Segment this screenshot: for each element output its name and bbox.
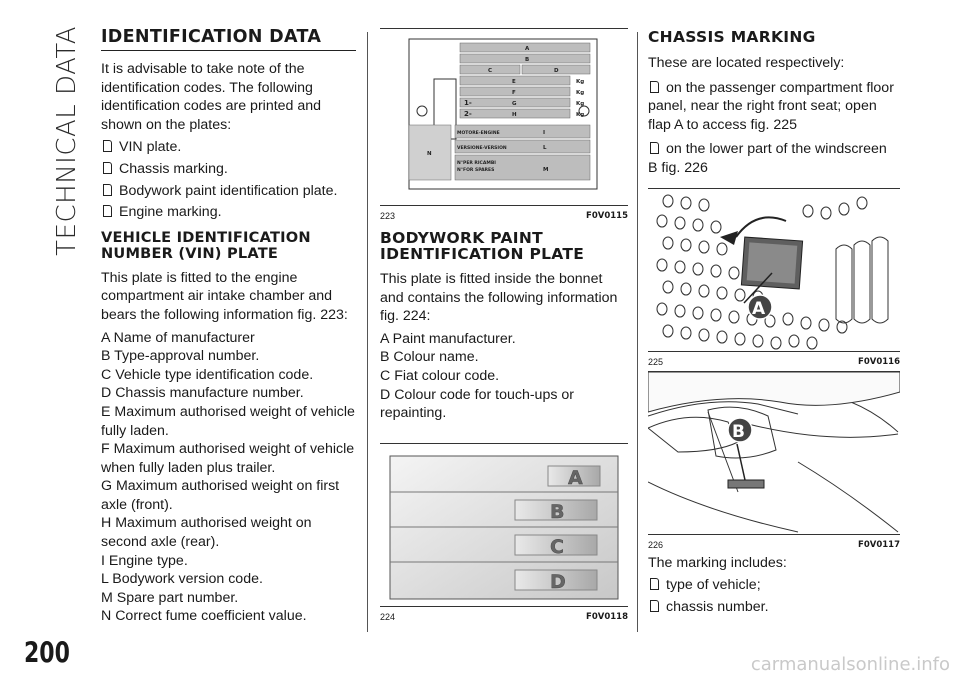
unit-label: Kg (576, 79, 585, 85)
figure-code: F0V0116 (858, 356, 900, 367)
section-heading: IDENTIFICATION DATA (101, 28, 356, 51)
figure-code: F0V0115 (586, 211, 628, 221)
figure-code: F0V0117 (858, 539, 900, 550)
vin-item: N Correct fume coefficient value. (101, 608, 307, 625)
plate-letter-b: B (525, 57, 530, 63)
figure-caption (380, 608, 628, 620)
figure-224 (380, 443, 628, 622)
vin-item: E Maximum authorised weight of vehicle fully laden. (101, 403, 355, 439)
bullet-icon (103, 205, 112, 217)
bullet-icon (103, 184, 112, 196)
column-divider (367, 32, 368, 632)
watermark: carmanualsonline.info (750, 654, 950, 675)
figure-number: 224 (380, 611, 396, 622)
plate-letter-e: E (512, 79, 516, 85)
callout-a: A (752, 298, 766, 319)
bullet-icon (650, 600, 659, 612)
chassis-intro: These are located respectively: (648, 55, 845, 71)
row-label: N°PER RICAMBI (457, 161, 496, 166)
column-1 (101, 28, 356, 626)
paint-item: A Paint manufacturer. (380, 330, 516, 347)
vin-intro: This plate is fitted to the engine compartment air intake chamber and bears the following information fig. 223: (101, 269, 348, 323)
vin-item: L Bodywork version code. (101, 571, 263, 588)
row-label: N°FOR SPARES (457, 168, 495, 173)
figure-225 (648, 188, 900, 367)
figure-number: 225 (648, 356, 664, 367)
list-item: Chassis marking. (101, 160, 356, 179)
vin-item: M Spare part number. (101, 589, 239, 606)
plate-letter-a: A (525, 46, 530, 52)
plate-letter-i: I (543, 130, 546, 136)
subsection-heading: VEHICLE IDENTIFICATION NUMBER (VIN) PLATE (101, 228, 311, 262)
plate-letter-c: C (488, 68, 493, 74)
plate-letter-n: N (427, 151, 432, 157)
figure-code: F0V0118 (586, 611, 628, 622)
windscreen-illustration (648, 372, 900, 534)
list-item: Bodywork paint identification plate. (101, 182, 356, 201)
location-item: on the passenger compartment floor panel, near the right front seat; open flap A to access fig. 225 (648, 79, 894, 133)
floor-panel-illustration (648, 189, 900, 351)
marking-intro: The marking includes: (648, 554, 787, 571)
row-label: VERSIONE-VERSION (457, 146, 507, 151)
figure-caption (648, 353, 900, 365)
column-2 (380, 28, 628, 622)
plate-letter-l: L (543, 145, 547, 151)
callout-b: B (732, 421, 745, 442)
paint-plate-illustration (380, 444, 628, 606)
row-label: MOTORE-ENGINE (457, 131, 500, 136)
plate-letter-m: M (543, 167, 549, 173)
bullet-icon (103, 140, 112, 152)
vin-plate-illustration (380, 29, 628, 205)
axle-label: 2- (464, 110, 472, 118)
paint-item: B Colour name. (380, 349, 479, 366)
list-item: chassis number. (648, 598, 900, 617)
figure-number: 223 (380, 211, 396, 221)
figure-rule (380, 606, 628, 607)
paint-intro: This plate is fitted inside the bonnet and contains the following information fig. 224: (380, 271, 618, 325)
vin-item: B Type-approval number. (101, 348, 260, 365)
plate-letter-f: F (512, 90, 516, 96)
page-number: 200 (24, 638, 70, 671)
bullet-icon (650, 578, 659, 590)
bullet-icon (650, 81, 659, 93)
list-item: VIN plate. (101, 138, 356, 157)
figure-caption (648, 536, 900, 548)
list-item: Engine marking. (101, 203, 356, 222)
plate-letter-g: G (512, 101, 517, 107)
figure-number: 226 (648, 539, 664, 550)
unit-label: Kg (576, 90, 585, 96)
vin-item: I Engine type. (101, 552, 188, 569)
figure-rule (380, 205, 628, 206)
section-heading: BODYWORK PAINT IDENTIFICATION PLATE (380, 229, 585, 263)
bullet-icon (103, 162, 112, 174)
list-item: type of vehicle; (648, 576, 900, 595)
unit-label: Kg (576, 112, 585, 118)
vin-item: F Maximum authorised weight of vehicle when fully laden plus trailer. (101, 441, 355, 476)
column-3 (648, 28, 900, 619)
plate-letter-d: D (554, 68, 559, 74)
figure-223 (380, 28, 628, 221)
column-divider (637, 32, 638, 632)
figure-226 (648, 371, 900, 550)
paint-label-c: C (550, 535, 564, 558)
figure-caption (380, 207, 628, 219)
intro-paragraph: It is advisable to take note of the identification codes. The following identification codes are printed and shown on the plates: (101, 61, 322, 133)
section-heading: CHASSIS MARKING (648, 28, 816, 46)
plate-letter-h: H (512, 112, 517, 118)
paint-label-d: D (550, 570, 566, 593)
unit-label: Kg (576, 101, 585, 107)
figure-rule (648, 534, 900, 535)
figure-rule (648, 351, 900, 352)
paint-label-a: A (568, 466, 583, 489)
paint-item: D Colour code for touch-ups or repainting. (380, 386, 574, 422)
paint-item: C Fiat colour code. (380, 367, 500, 384)
bullet-icon (650, 142, 659, 154)
axle-label: 1- (464, 99, 472, 107)
location-item: on the lower part of the windscreen B fig. 226 (648, 141, 887, 176)
vin-item: H Maximum authorised weight on second axle (rear). (101, 515, 312, 551)
vin-item: G Maximum authorised weight on first axle (front). (101, 478, 340, 513)
side-section-title: TECHNICAL DATA (52, 26, 82, 256)
vin-item: A Name of manufacturer (101, 329, 255, 346)
paint-label-b: B (550, 500, 565, 523)
vin-item: D Chassis manufacture number. (101, 385, 304, 402)
vin-item: C Vehicle type identification code. (101, 366, 314, 383)
